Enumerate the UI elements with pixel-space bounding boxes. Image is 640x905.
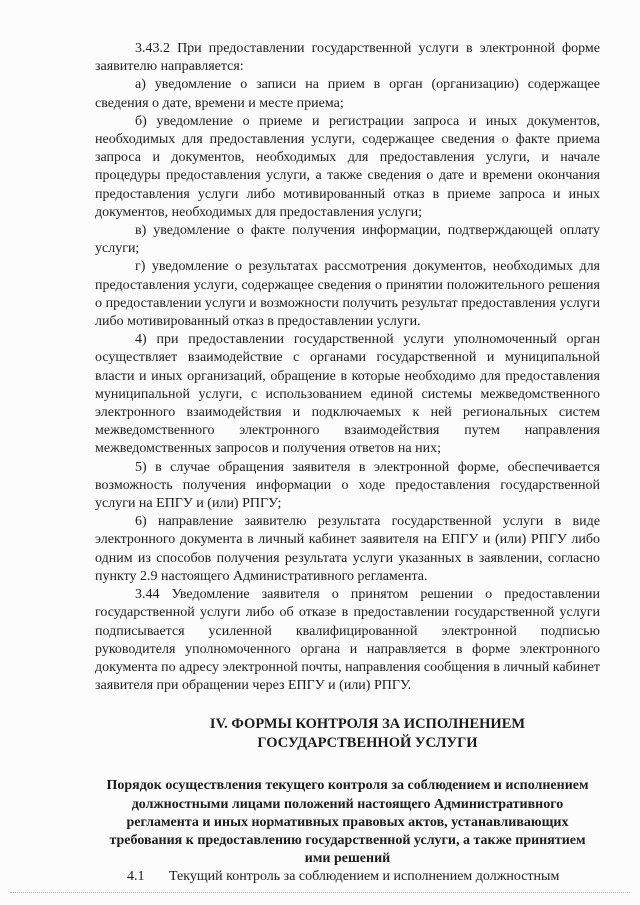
- paragraph-item-g: г) уведомление о результатах рассмотрения документов, необходимых для предоставления услуги, содержащее сведения о принятии положительного решения о предоставлении услуги и возможности получить результат предоставления услуги либо мотивированный отказ в предоставлении услуги.: [95, 259, 600, 330]
- clause-text: Текущий контроль за соблюдением и исполнением должностным: [169, 869, 560, 885]
- paragraph-item-a: а) уведомление о записи на прием в орган (организацию) содержащее сведения о дате, времени и месте приема;: [95, 77, 600, 111]
- paragraph-item-5: 5) в случае обращения заявителя в электронной форме, обеспечивается возможность получения информации о ходе предоставления государственной услуги на ЕПГУ и (или) РПГУ;: [95, 459, 600, 512]
- chapter-title: IV. ФОРМЫ КОНТРОЛЯ ЗА ИСПОЛНЕНИЕМ ГОСУДАРСТВЕННОЙ УСЛУГИ: [209, 716, 526, 752]
- clause-number: 4.1: [127, 869, 145, 885]
- paragraph-item-6: 6) направление заявителю результата государственной услуги в виде электронного документа в личный кабинет заявителя на ЕПГУ и (или) РПГУ либо одним из способов получения результата услуги указанных в заявлении, согласно пункту 2.9 настоящего Административного регламента.: [95, 514, 600, 584]
- paragraph-item-b: б) уведомление о приеме и регистрации запроса и иных документов, необходимых для предоставления услуги, содержащее сведения о факте приема запроса и документов, необходимых для предоставления услуги, и начале процедуры предоставления услуги, а также сведения о дате и времени окончания предоставления услуги либо мотивированный отказ в приеме запроса и иных документов, необходимых для предоставления услуги;: [95, 113, 600, 220]
- section-heading: Порядок осуществления текущего контроля за соблюдением и исполнением должностными лицами положений настоящего Административного регламента и иных нормативных правовых актов, устанавливающих требования к предоставлению государственной услуги, а также принятием ими решений: [106, 778, 589, 867]
- paragraph-item-v: в) уведомление о факте получения информации, подтверждающей оплату услуги;: [95, 223, 600, 257]
- clause-4-1: [95, 868, 600, 886]
- paragraph-3-44: 3.44 Уведомление заявителя о принятом решении о предоставлении государственной услуги либо об отказе в предоставлении государственной услуги подписывается усиленной квалифицированной электронной подписью руководителя уполномоченного органа и направляется в форме электронного документа по адресу электронной почты, направления сообщения в личный кабинет заявителя при обращении через ЕПГУ и (или) РПГУ.: [95, 587, 600, 694]
- spacer: [95, 753, 600, 777]
- spacer: [95, 695, 600, 715]
- page-bottom-divider: [10, 892, 630, 893]
- paragraph-3-43-2: 3.43.2 При предоставлении государственной услуги в электронной форме заявителю направляется:: [95, 41, 600, 75]
- paragraph-item-4: 4) при предоставлении государственной услуги уполномоченный орган осуществляет взаимодействие с органами государственной и муниципальной власти и иных организаций, обращение в которые необходимо для предоставления муниципальной услуги, с использованием единой системы межведомственного электронного взаимодействия и подключаемых к ней региональных систем межведомственного электронного взаимодействия путем направления межведомственных запросов и получения ответов на них;: [95, 332, 600, 457]
